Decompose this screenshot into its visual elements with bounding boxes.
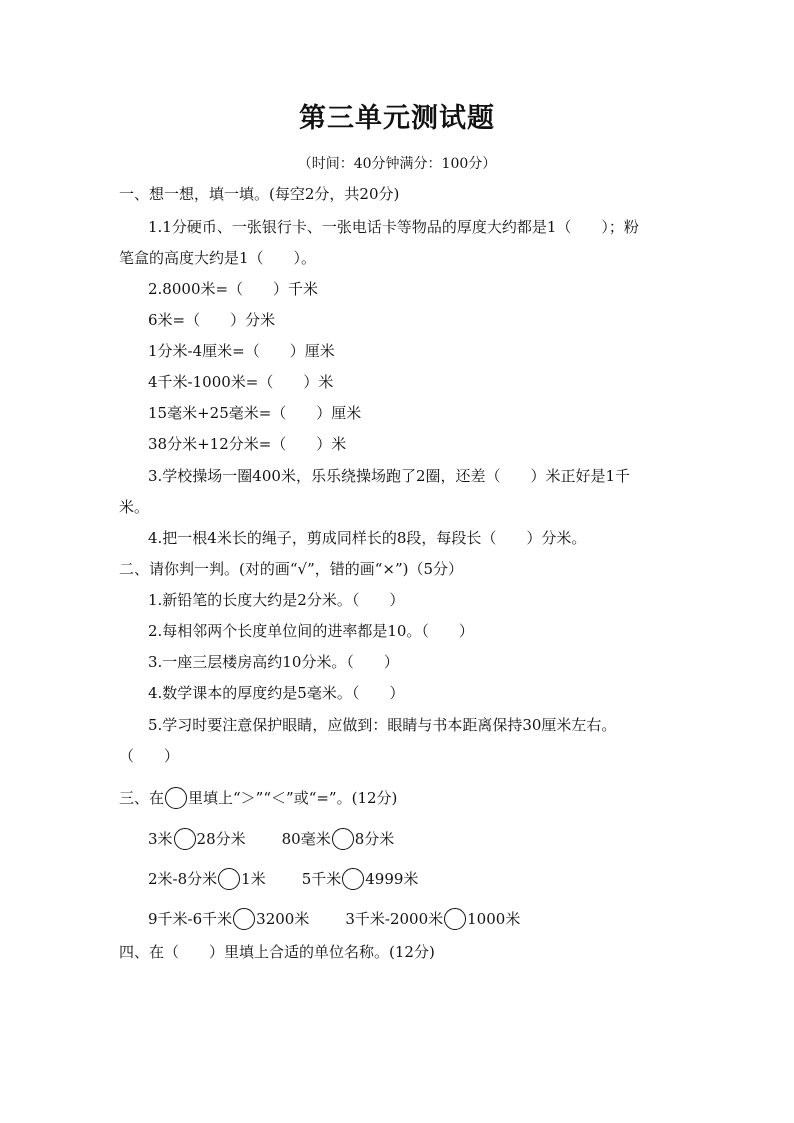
s3-row1 [148, 828, 394, 850]
s3-r3-a-left: 9千米-6千米 [148, 910, 233, 928]
s3-r1-b-right: 8分米 [354, 830, 395, 848]
s3-r2-b-right: 4999米 [365, 870, 419, 888]
s1-q2-a: 2.8000米=（ ）千米 [148, 280, 319, 298]
answer-circle[interactable] [342, 868, 364, 890]
s3-r1-a-left: 3米 [148, 830, 173, 848]
s3-r2-b-left: 5千米 [301, 870, 342, 888]
s3-r3-a-right: 3200米 [256, 910, 310, 928]
section4-heading: 四、在（ ）里填上合适的单位名称。(12分) [119, 943, 435, 961]
answer-circle[interactable] [332, 828, 354, 850]
section1-heading: 一、想一想，填一填。(每空2分，共20分) [119, 185, 400, 203]
s2-q5-line1: 5.学习时要注意保护眼睛，应做到：眼睛与书本距离保持30厘米左右。 [148, 716, 617, 734]
page-title: 第三单元测试题 [299, 103, 495, 134]
answer-circle[interactable] [174, 828, 196, 850]
s3-heading-post: 里填上“＞”“＜”或“=”。(12分) [188, 789, 398, 807]
answer-circle[interactable] [233, 908, 255, 930]
section2-heading: 二、请你判一判。(对的画“√”，错的画“×”)（5分） [119, 560, 464, 578]
s3-r1-a-right: 28分米 [196, 830, 246, 848]
s3-r3-b-left: 3千米-2000米 [345, 910, 444, 928]
compare-circle-icon [165, 787, 187, 809]
s3-r1-b-left: 80毫米 [281, 830, 331, 848]
s3-r3-b-right: 1000米 [467, 910, 521, 928]
s1-q2-c: 1分米-4厘米=（ ）厘米 [148, 342, 335, 360]
s2-q2: 2.每相邻两个长度单位间的进率都是10。（ ） [148, 622, 474, 640]
s1-q3-line2: 米。 [119, 498, 150, 516]
s1-q4: 4.把一根4米长的绳子，剪成同样长的8段，每段长（ ）分米。 [148, 529, 587, 547]
section3-heading [119, 787, 397, 809]
s2-q5-line2: （ ） [119, 747, 180, 765]
s1-q2-d: 4千米-1000米=（ ）米 [148, 373, 334, 391]
s1-q2-f: 38分米+12分米=（ ）米 [148, 435, 347, 453]
s1-q1-line1: 1.1分硬币、一张银行卡、一张电话卡等物品的厚度大约都是1（ ）；粉 [148, 218, 639, 236]
answer-circle[interactable] [218, 868, 240, 890]
s2-q1: 1.新铅笔的长度大约是2分米。（ ） [148, 591, 405, 609]
s3-r2-a-right: 1米 [241, 870, 266, 888]
s3-row2 [148, 868, 418, 890]
page-subtitle: （时间：40分钟满分：100分） [297, 156, 497, 172]
s3-row3 [148, 908, 520, 930]
s1-q1-line2: 笔盒的高度大约是1（ ）。 [119, 249, 317, 267]
s3-r2-a-left: 2米-8分米 [148, 870, 218, 888]
s2-q4: 4.数学课本的厚度约是5毫米。（ ） [148, 684, 405, 702]
s1-q2-e: 15毫米+25毫米=（ ）厘米 [148, 404, 362, 422]
s1-q3-line1: 3.学校操场一圈400米，乐乐绕操场跑了2圈，还差（ ）米正好是1千 [148, 467, 631, 485]
s3-heading-pre: 三、在 [119, 789, 165, 807]
s1-q2-b: 6米=（ ）分米 [148, 311, 276, 329]
s2-q3: 3.一座三层楼房高约10分米。（ ） [148, 653, 399, 671]
answer-circle[interactable] [444, 908, 466, 930]
